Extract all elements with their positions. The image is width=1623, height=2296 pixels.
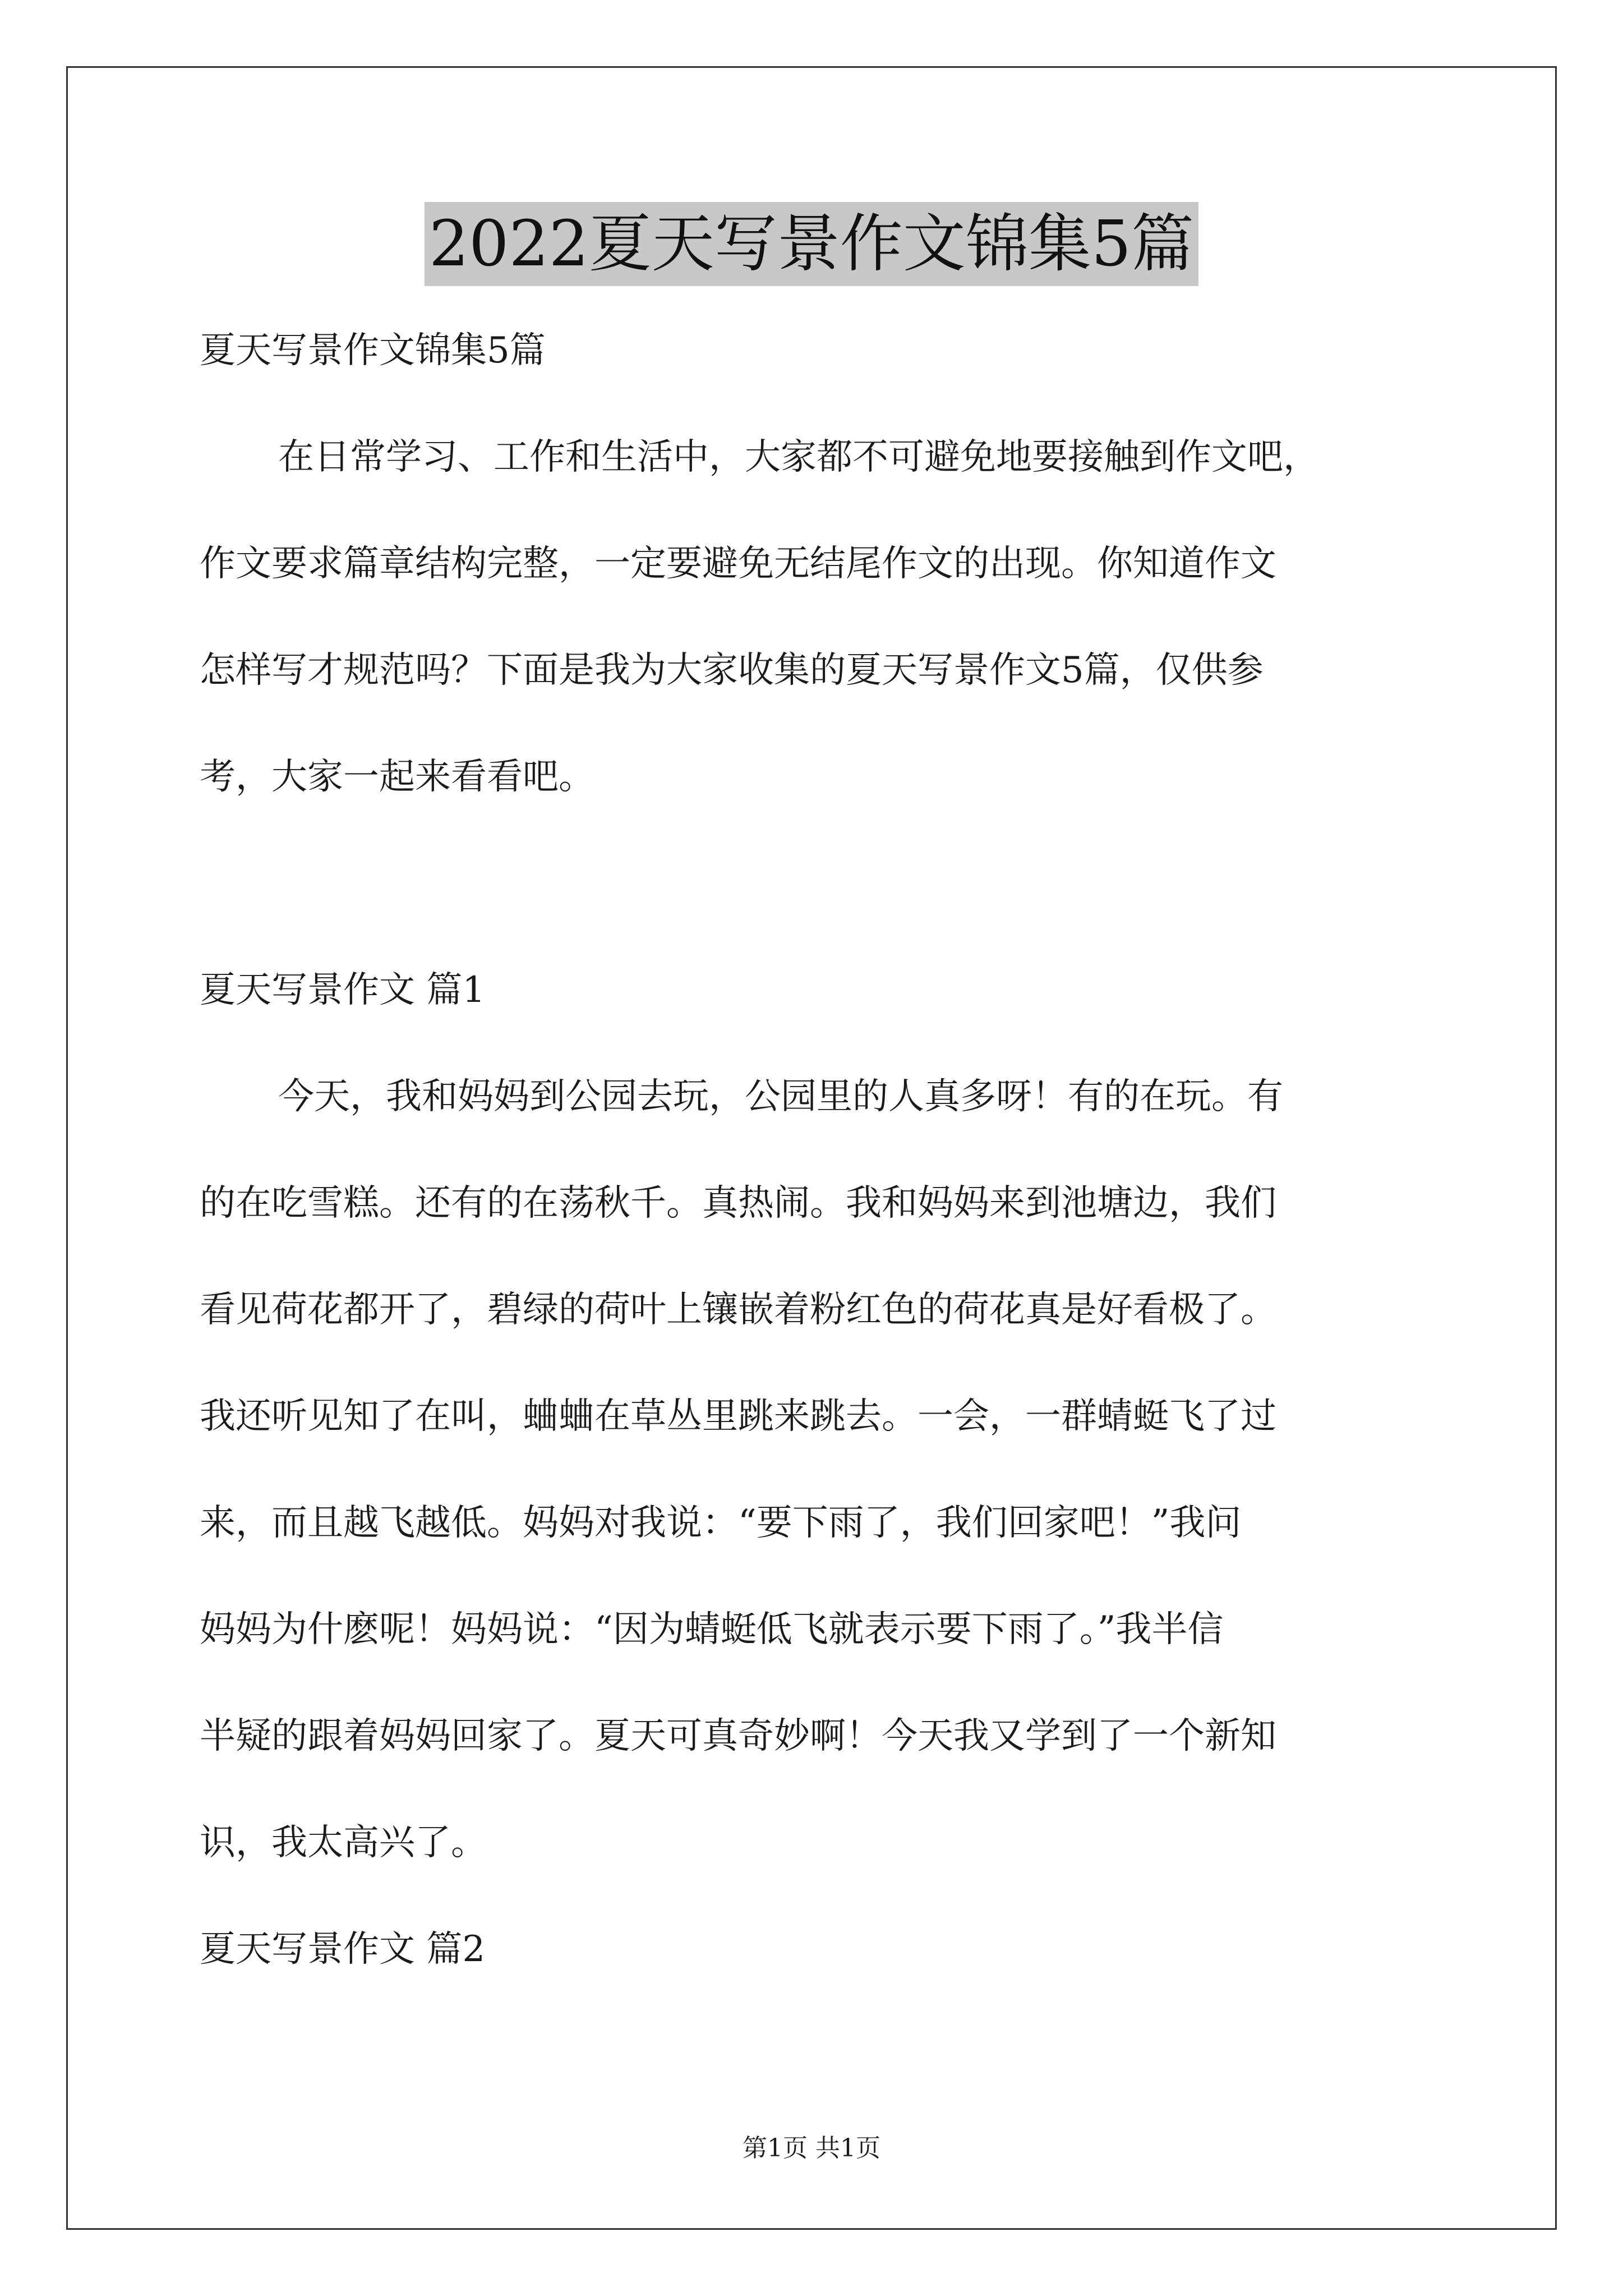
body-line: 我还听见知了在叫，蛐蛐在草丛里跳来跳去。一会，一群蜻蜓飞了过: [200, 1396, 1276, 1437]
body-line: 作文要求篇章结构完整，一定要避免无结尾作文的出现。你知道作文: [200, 543, 1276, 585]
body-line: 怎样写才规范吗？下面是我为大家收集的夏天写景作文5篇，仅供参: [200, 650, 1264, 691]
body-line: 今天，我和妈妈到公园去玩，公园里的人真多呀！有的在玩。有: [278, 1076, 1283, 1117]
body-line: 妈妈为什麽呢！妈妈说：“因为蜻蜓低飞就表示要下雨了。”我半信: [200, 1609, 1224, 1650]
body-line: 半疑的跟着妈妈回家了。夏天可真奇妙啊！今天我又学到了一个新知: [200, 1715, 1276, 1757]
page-footer: 第1页 共1页: [743, 2134, 880, 2162]
body-line: 识，我太高兴了。: [200, 1822, 487, 1864]
section-heading: 夏天写景作文 篇2: [200, 1929, 486, 1970]
section-heading: 夏天写景作文 篇1: [200, 969, 486, 1011]
title-container: [0, 202, 1623, 286]
section-heading: 夏天写景作文锦集5篇: [200, 330, 546, 371]
body-line: 在日常学习、工作和生活中，大家都不可避免地要接触到作文吧，: [278, 436, 1319, 478]
body-line: 来，而且越飞越低。妈妈对我说：“要下雨了，我们回家吧！”我问: [200, 1502, 1242, 1544]
blank-line: [200, 830, 1428, 937]
body-line: 的在吃雪糕。还有的在荡秋千。真热闹。我和妈妈来到池塘边，我们: [200, 1182, 1276, 1224]
document-body: [200, 297, 1428, 2003]
body-line: 考，大家一起来看看吧。: [200, 756, 594, 798]
body-line: 看见荷花都开了，碧绿的荷叶上镶嵌着粉红色的荷花真是好看极了。: [200, 1289, 1276, 1331]
document-title: 2022夏天写景作文锦集5篇: [425, 202, 1198, 286]
